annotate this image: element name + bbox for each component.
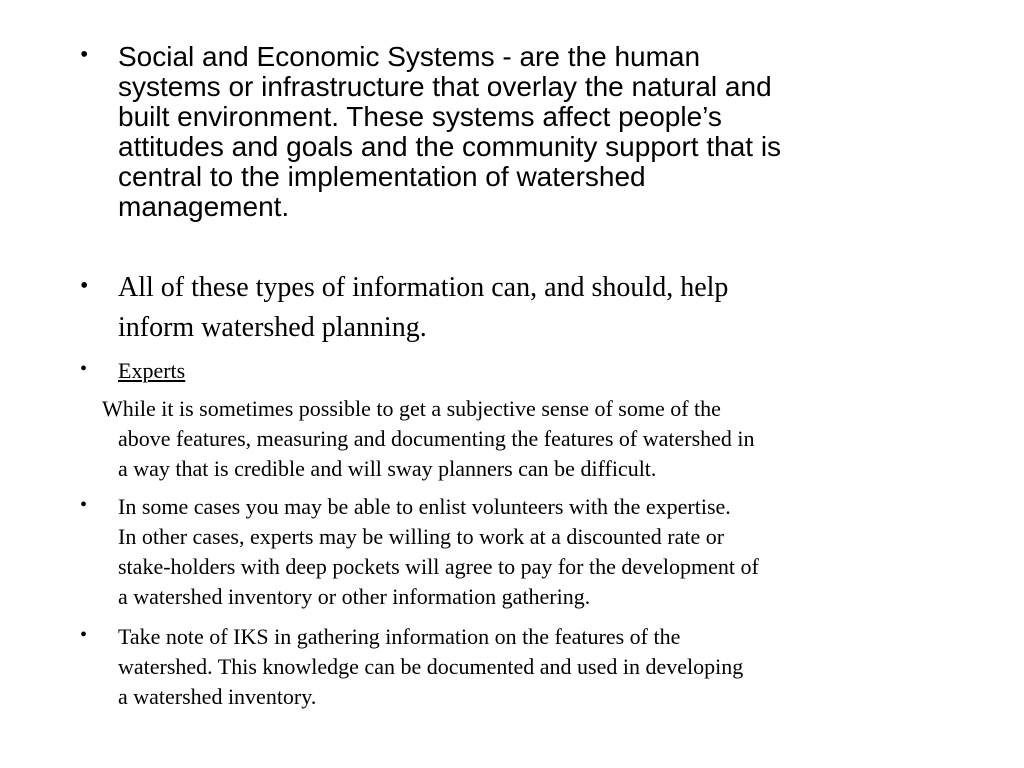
bullet-marker: • <box>80 358 88 380</box>
experts-heading-text: Experts <box>118 358 186 383</box>
text-line: All of these types of information can, and should, help <box>118 272 729 303</box>
bullet-marker: • <box>80 624 88 646</box>
text-line: inform watershed planning. <box>118 312 427 343</box>
text-line: watershed. This knowledge can be documented and used in developing <box>118 654 744 679</box>
text-line: attitudes and goals and the community support that is <box>118 131 782 162</box>
text-line: a watershed inventory. <box>118 684 317 709</box>
text-line: In some cases you may be able to enlist volunteers with the expertise. <box>118 494 731 519</box>
text-line: stake-holders with deep pockets will agree to pay for the development of <box>118 554 759 579</box>
bullet-marker: • <box>80 42 89 68</box>
information-types-paragraph <box>118 268 728 348</box>
text-line: a watershed inventory or other information gathering. <box>118 584 591 609</box>
text-line: Social and Economic Systems - are the human <box>118 41 701 72</box>
social-economic-systems-paragraph <box>118 42 781 222</box>
text-line: a way that is credible and will sway planners can be difficult. <box>118 456 657 481</box>
experts-heading <box>118 356 185 386</box>
text-line: management. <box>118 191 290 222</box>
text-line: In other cases, experts may be willing to work at a discounted rate or <box>118 524 725 549</box>
text-line: systems or infrastructure that overlay the natural and <box>118 71 772 102</box>
text-line: above features, measuring and documenting the features of watershed in <box>118 426 755 451</box>
iks-paragraph <box>118 622 743 712</box>
text-line: While it is sometimes possible to get a subjective sense of some of the <box>102 396 721 421</box>
volunteers-paragraph <box>118 492 759 612</box>
subjective-sense-paragraph <box>102 394 755 484</box>
text-line: central to the implementation of watershed <box>118 161 646 192</box>
text-line: built environment. These systems affect people’s <box>118 101 722 132</box>
bullet-marker: • <box>80 494 88 516</box>
bullet-marker: • <box>80 273 89 299</box>
text-line: Take note of IKS in gathering information on the features of the <box>118 624 681 649</box>
